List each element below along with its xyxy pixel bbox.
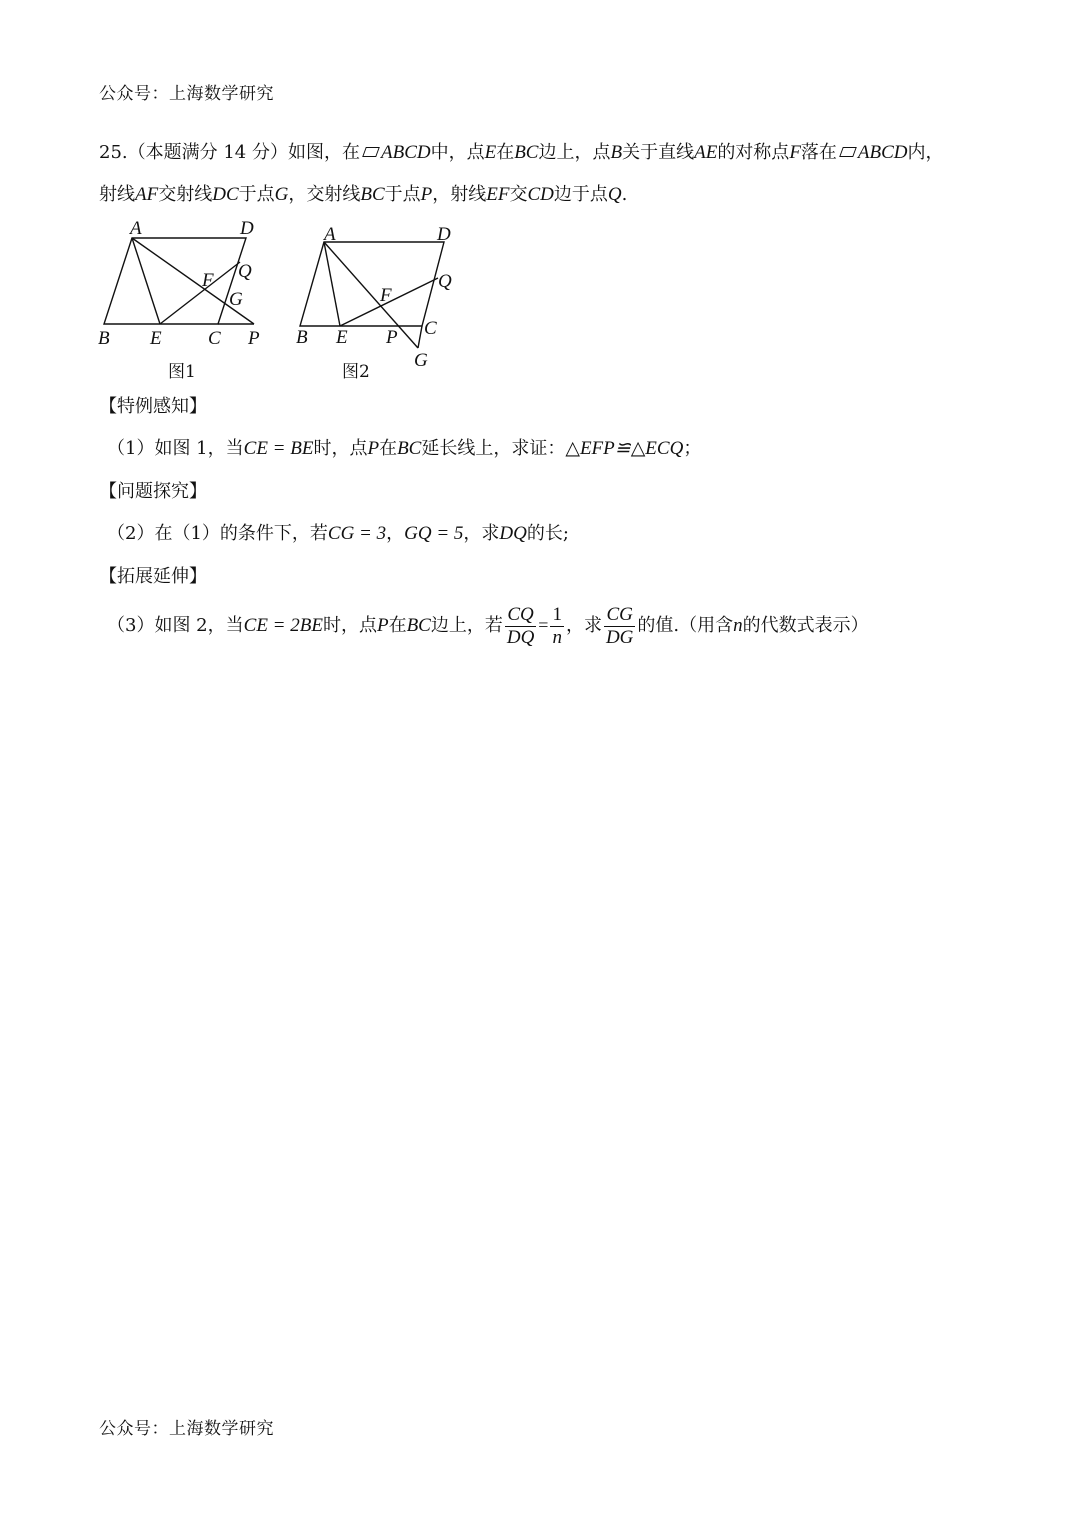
fraction-cg-dg xyxy=(604,604,635,649)
math-p: P xyxy=(376,615,389,636)
text: 交射线 xyxy=(158,184,213,205)
fraction-denominator: DG xyxy=(605,626,634,648)
text: 在 xyxy=(379,438,398,459)
text: （1）如图 1，当 xyxy=(107,438,244,459)
problem-line-1 xyxy=(99,142,944,164)
math-bc: BC xyxy=(514,142,539,163)
math-n: n xyxy=(733,615,743,636)
text: 中，点 xyxy=(430,142,485,163)
text: 内， xyxy=(907,142,944,163)
question-2 xyxy=(107,523,569,545)
dc-extension xyxy=(418,326,422,348)
text: . xyxy=(621,184,628,205)
math-p: P xyxy=(420,184,433,205)
section-problem-inquiry: 【问题探究】 xyxy=(99,481,207,502)
label-b: B xyxy=(98,328,110,349)
fraction-denominator: DQ xyxy=(506,626,535,648)
text: 边上，点 xyxy=(538,142,611,163)
figure-1-labels xyxy=(98,218,260,382)
figure-1-caption: 图1 xyxy=(168,362,196,382)
text: 落在 xyxy=(800,142,837,163)
fraction-cq-dq xyxy=(505,604,536,649)
math-congruence: △EFP≌△ECQ xyxy=(565,438,684,459)
label-d: D xyxy=(240,218,254,239)
math-abcd: ABCD xyxy=(857,142,908,163)
label-p: P xyxy=(386,327,398,348)
text: 时，点 xyxy=(322,615,377,636)
text: （2）在（1）的条件下，若 xyxy=(107,523,328,544)
label-q: Q xyxy=(238,261,252,282)
math-af: AF xyxy=(135,184,159,205)
parallelogram-icon xyxy=(362,147,380,157)
math-p: P xyxy=(367,438,380,459)
text: ，射线 xyxy=(432,184,487,205)
text: ，求 xyxy=(463,523,500,544)
fraction-numerator: 1 xyxy=(552,603,562,625)
math-ae: AE xyxy=(694,142,718,163)
text: ， xyxy=(386,523,405,544)
figure-2 xyxy=(300,242,444,348)
math-cg: CG = 3 xyxy=(327,523,387,544)
problem-line-2 xyxy=(99,184,627,206)
math-dc: DC xyxy=(212,184,239,205)
fraction-1-n xyxy=(550,604,564,649)
math-gq: GQ = 5 xyxy=(404,523,464,544)
math-bc: BC xyxy=(406,615,431,636)
math-bc: BC xyxy=(360,184,385,205)
text: 射线 xyxy=(99,184,135,205)
text: 延长线上，求证： xyxy=(421,438,566,459)
math-dq: DQ xyxy=(499,523,527,544)
label-f: F xyxy=(202,270,214,291)
text: 于点 xyxy=(238,184,275,205)
label-g: G xyxy=(229,289,243,310)
text: ，交射线 xyxy=(288,184,361,205)
text: 在 xyxy=(388,615,407,636)
math-e: E xyxy=(484,142,497,163)
label-b: B xyxy=(296,327,308,348)
label-q: Q xyxy=(438,271,452,292)
text: 交 xyxy=(509,184,528,205)
segment-ae xyxy=(324,242,340,326)
text: ，求 xyxy=(565,615,602,636)
figure-1 xyxy=(104,238,254,324)
question-3 xyxy=(107,601,869,650)
label-g: G xyxy=(414,350,428,371)
parallelogram-abcd xyxy=(300,242,444,326)
math-ef: EF xyxy=(486,184,510,205)
section-special-case: 【特例感知】 xyxy=(99,396,207,417)
math-cd: CD xyxy=(527,184,554,205)
math-g: G xyxy=(274,184,289,205)
label-e: E xyxy=(150,328,162,349)
fraction-numerator: CG xyxy=(606,603,633,625)
text: 的代数式表示） xyxy=(742,615,869,636)
question-1 xyxy=(107,438,701,460)
equals-sign: = xyxy=(538,615,549,635)
fraction-numerator: CQ xyxy=(507,603,534,625)
label-c: C xyxy=(424,318,437,339)
label-a: A xyxy=(324,224,336,245)
section-extension: 【拓展延伸】 xyxy=(99,566,207,587)
ray-af xyxy=(132,238,254,324)
text: 边于点 xyxy=(553,184,608,205)
text: （3）如图 2，当 xyxy=(107,615,244,636)
text: 的对称点 xyxy=(717,142,790,163)
parallelogram-abcd xyxy=(104,238,246,324)
label-p: P xyxy=(248,328,260,349)
geometry-figures xyxy=(96,216,476,386)
text: 于点 xyxy=(384,184,421,205)
fraction-denominator: n xyxy=(552,626,562,648)
text: 的值.（用含 xyxy=(637,615,734,636)
parallelogram-icon xyxy=(839,147,857,157)
math-b: B xyxy=(610,142,623,163)
segment-ae xyxy=(132,238,160,324)
math-f: F xyxy=(789,142,801,163)
text: 的长; xyxy=(526,523,569,544)
text: 关于直线 xyxy=(622,142,695,163)
math-abcd: ABCD xyxy=(380,142,431,163)
header-source: 公众号：上海数学研究 xyxy=(99,84,274,104)
footer-source: 公众号：上海数学研究 xyxy=(99,1419,274,1439)
text: 边上，若 xyxy=(430,615,503,636)
figure-2-caption: 图2 xyxy=(342,362,370,382)
math-bc: BC xyxy=(397,438,422,459)
label-a: A xyxy=(130,218,142,239)
text: 时，点 xyxy=(313,438,368,459)
problem-prefix: 25.（本题满分 14 分）如图，在 xyxy=(99,142,360,163)
label-c: C xyxy=(208,328,221,349)
math-ce-eq-be: CE = BE xyxy=(243,438,314,459)
math-q: Q xyxy=(607,184,622,205)
text: 在 xyxy=(496,142,515,163)
text: ； xyxy=(683,438,702,459)
label-d: D xyxy=(437,224,451,245)
math-ce-eq-2be: CE = 2BE xyxy=(243,615,323,636)
label-e: E xyxy=(336,327,348,348)
label-f: F xyxy=(380,285,392,306)
